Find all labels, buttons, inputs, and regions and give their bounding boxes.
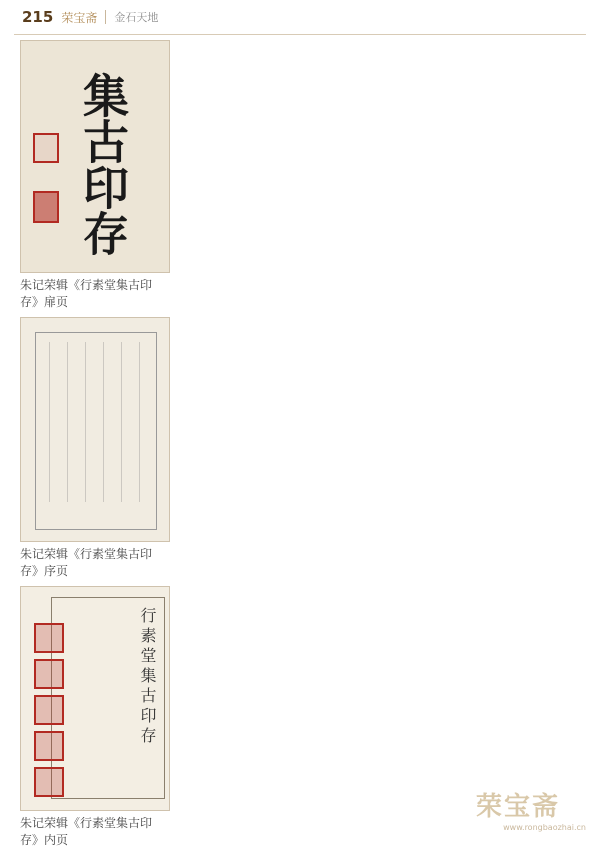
watermark-url: www.rongbaozhai.cn [503, 823, 586, 832]
plate-preface-image [20, 317, 170, 542]
cover-title: 集古印存 [76, 72, 130, 256]
header-separator [105, 10, 106, 24]
seal-stamp-icon [34, 731, 64, 761]
inner-title: 行素堂集古印存 [138, 607, 157, 747]
seal-column [29, 617, 69, 803]
seal-stamp-icon [34, 623, 64, 653]
page-number: 215 [22, 8, 54, 26]
plate-column [20, 40, 170, 855]
watermark-brand: 荣宝斋 [475, 792, 560, 822]
plate-caption: 朱记荣辑《行素堂集古印存》内页 [20, 816, 153, 847]
plate-caption: 朱记荣辑《行素堂集古印存》序页 [20, 547, 153, 578]
seal-stamp-icon [33, 191, 59, 223]
brand-name: 荣宝斋 [61, 10, 98, 25]
section-title: 金石天地 [114, 11, 159, 24]
seal-stamp-icon [34, 659, 64, 689]
plate-cover [20, 40, 170, 311]
seal-stamp-icon [33, 133, 59, 163]
plate-cover-image [20, 40, 170, 273]
plate-caption: 朱记荣辑《行素堂集古印存》扉页 [20, 278, 153, 309]
plate-inner [20, 586, 170, 849]
plate-inner-image [20, 586, 170, 811]
page-header [0, 0, 600, 34]
article-text-columns [180, 40, 580, 800]
handwritten-columns [43, 342, 147, 518]
header-rule [14, 34, 586, 35]
seal-stamp-icon [34, 767, 64, 797]
seal-stamp-icon [34, 695, 64, 725]
plate-preface [20, 317, 170, 580]
